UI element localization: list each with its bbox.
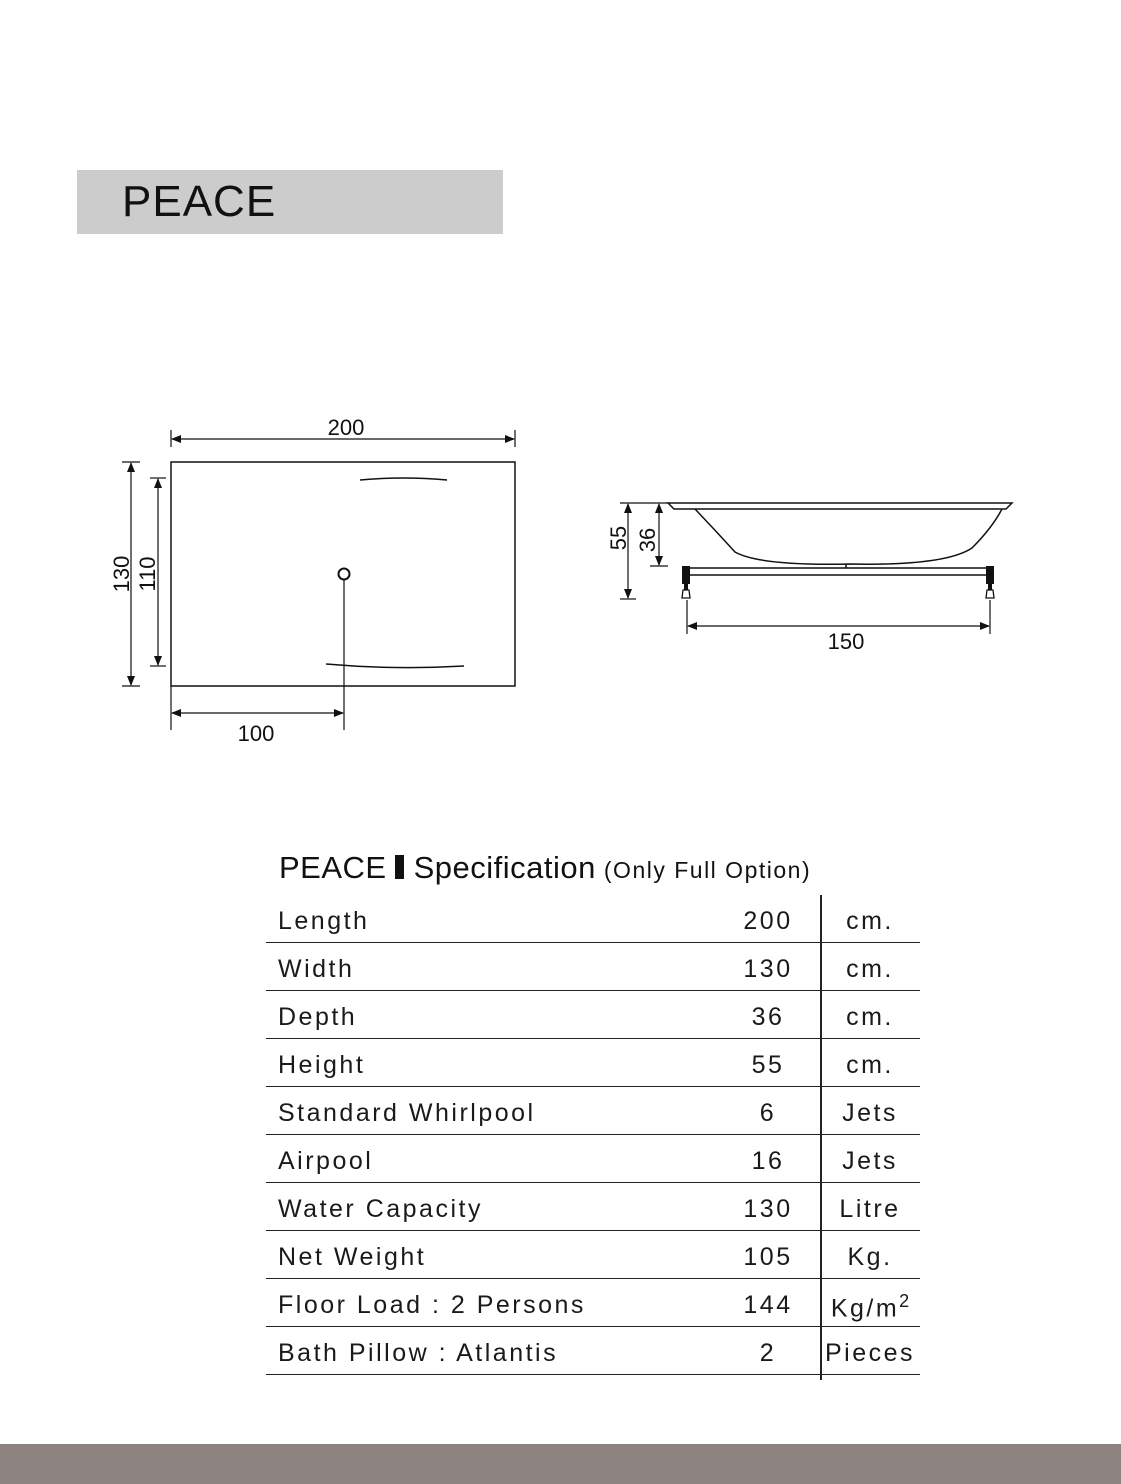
- page-title: PEACE: [122, 177, 277, 226]
- spec-unit: cm.: [846, 907, 894, 935]
- dim-width-inner-label: 110: [135, 556, 160, 592]
- spec-row-width: [266, 943, 920, 991]
- spec-unit-exponent: 2: [899, 1291, 910, 1311]
- spec-row-height: [266, 1039, 920, 1087]
- top-view: [109, 415, 515, 746]
- side-view: [606, 503, 1012, 654]
- spec-row-length: [266, 895, 920, 943]
- spec-note: (Only Full Option): [603, 857, 812, 883]
- spec-value: 16: [751, 1147, 785, 1175]
- spec-label: Net Weight: [278, 1243, 427, 1271]
- footer-band: [0, 1444, 1121, 1484]
- spec-row-airpool: [266, 1135, 920, 1183]
- spec-value: 36: [751, 1003, 785, 1031]
- spec-unit: Jets: [842, 1099, 898, 1127]
- spec-unit: cm.: [846, 1003, 894, 1031]
- spec-value: 130: [743, 955, 793, 983]
- spec-label: Airpool: [278, 1147, 374, 1175]
- dim-length-label: 200: [327, 415, 365, 440]
- spec-unit: cm.: [846, 1051, 894, 1079]
- heading-bar-icon: [395, 855, 404, 879]
- dim-drain-offset-label: 100: [237, 721, 275, 746]
- spec-unit: Pieces: [824, 1339, 916, 1367]
- dim-leg-span-label: 150: [827, 629, 865, 654]
- table-column-divider: [820, 895, 822, 1380]
- spec-label: Standard Whirlpool: [278, 1099, 536, 1127]
- spec-value: 2: [759, 1339, 777, 1367]
- spec-heading-text: Specification: [413, 850, 596, 885]
- tub-basin: [695, 509, 1002, 564]
- spec-row-depth: [266, 991, 920, 1039]
- spec-unit: Litre: [839, 1195, 901, 1223]
- spec-heading: [279, 850, 811, 886]
- spec-unit: cm.: [846, 955, 894, 983]
- spec-unit: Jets: [842, 1147, 898, 1175]
- spec-label: Water Capacity: [278, 1195, 483, 1223]
- spec-row-standard-whirlpool: [266, 1087, 920, 1135]
- spec-value: 55: [751, 1051, 785, 1079]
- spec-unit: Kg.: [847, 1243, 893, 1271]
- spec-value: 144: [743, 1291, 793, 1319]
- tub-outline: [171, 462, 515, 686]
- spec-value: 6: [759, 1099, 777, 1127]
- spec-row-bath-pillow: [266, 1327, 920, 1375]
- spec-value: 105: [743, 1243, 793, 1271]
- support-frame: [687, 568, 990, 575]
- spec-row-net-weight: [266, 1231, 920, 1279]
- spec-unit-base: Kg/m: [830, 1294, 900, 1323]
- spec-label: Height: [278, 1051, 366, 1079]
- headrest-line-bottom: [326, 664, 464, 668]
- dim-height-label: 55: [606, 525, 631, 551]
- tub-rim: [668, 503, 1012, 509]
- spec-label: Bath Pillow : Atlantis: [278, 1339, 559, 1367]
- spec-product-name: PEACE: [279, 850, 387, 885]
- spec-table: [266, 895, 920, 1375]
- spec-value: 130: [743, 1195, 793, 1223]
- spec-unit: [820, 1291, 920, 1323]
- drain-icon: [339, 569, 350, 580]
- spec-row-water-capacity: [266, 1183, 920, 1231]
- spec-label: Floor Load : 2 Persons: [278, 1291, 586, 1319]
- spec-label: Length: [278, 907, 370, 935]
- spec-row-floor-load: [266, 1279, 920, 1327]
- dim-depth-label: 36: [635, 527, 660, 553]
- dim-width-outer-label: 130: [109, 555, 134, 593]
- spec-value: 200: [743, 907, 793, 935]
- headrest-line-top: [360, 478, 447, 480]
- spec-label: Width: [278, 955, 355, 983]
- spec-label: Depth: [278, 1003, 358, 1031]
